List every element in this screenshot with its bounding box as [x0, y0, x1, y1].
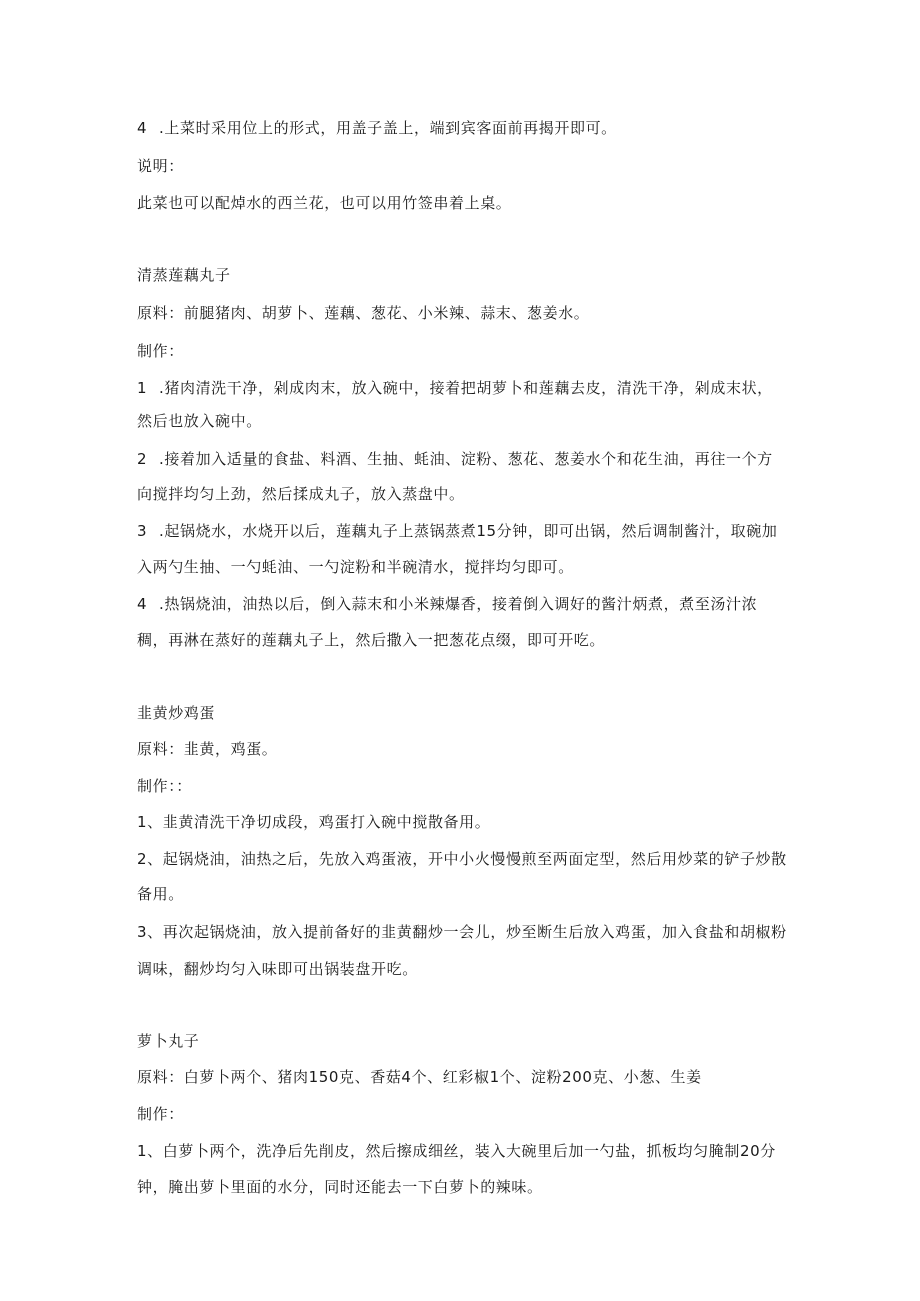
step-line	[137, 449, 773, 469]
step-continuation: 稠，再淋在蒸好的莲藕丸子上，然后撒入一把葱花点缀，即可开吃。	[137, 631, 606, 649]
step-text: .猪肉清洗干净，剁成肉末，放入碗中，接着把胡萝卜和莲藕去皮，清洗干净，剁成末状，	[159, 379, 773, 397]
ingredients-line: 原料：前腿猪肉、胡萝卜、莲藕、葱花、小米辣、蒜末、葱姜水。	[137, 304, 590, 322]
step-number: 1	[137, 379, 148, 397]
step-text: .上菜时采用位上的形式，用盖子盖上，端到宾客面前再揭开即可。	[159, 119, 617, 137]
recipe-title: 韭黄炒鸡蛋	[137, 704, 216, 722]
step-line: 3、再次起锅烧油，放入提前备好的韭黄翻炒一会儿，炒至断生后放入鸡蛋，加入食盐和胡椒粉	[137, 923, 787, 941]
step-continuation: 然后也放入碗中。	[137, 412, 262, 430]
method-label: 制作：：	[137, 777, 192, 795]
note-label: 说明：	[137, 157, 184, 175]
step-line: 2、起锅烧油，油热之后，先放入鸡蛋液，开中小火慢慢煎至两面定型，然后用炒菜的铲子炒散	[137, 850, 787, 868]
ingredients-line: 原料：白萝卜两个、猪肉150克、香菇4个、红彩椒1个、淀粉200克、小葱、生姜	[137, 1068, 702, 1086]
step-continuation: 备用。	[137, 885, 184, 903]
method-label: 制作：	[137, 1105, 184, 1123]
recipe-title: 清蒸莲藕丸子	[137, 266, 231, 284]
step-text: .起锅烧水，水烧开以后，莲藕丸子上蒸锅蒸煮15分钟，即可出锅，然后调制酱汁，取碗加	[159, 522, 778, 540]
step-continuation: 调味，翻炒均匀入味即可出锅装盘开吃。	[137, 960, 418, 978]
note-text: 此菜也可以配焯水的西兰花，也可以用竹签串着上桌。	[137, 194, 512, 212]
step-number: 3	[137, 522, 148, 540]
step-line	[137, 378, 773, 398]
recipe-title: 萝卜丸子	[137, 1032, 200, 1050]
step-line: 1、韭黄清洗干净切成段，鸡蛋打入碗中搅散备用。	[137, 813, 491, 831]
step-number: 4	[137, 119, 148, 137]
step-continuation: 向搅拌均匀上劲，然后揉成丸子，放入蒸盘中。	[137, 485, 465, 503]
step-line: 1、白萝卜两个，洗净后先削皮，然后擦成细丝，装入大碗里后加一勺盐，抓板均匀腌制20分	[137, 1142, 776, 1160]
step-text: .热锅烧油，油热以后，倒入蒜末和小米辣爆香，接着倒入调好的酱汁炳煮，煮至汤汁浓	[159, 595, 758, 613]
step-line	[137, 521, 777, 541]
step-number: 4	[137, 595, 148, 613]
step-line	[137, 118, 617, 138]
step-text: .接着加入适量的食盐、料酒、生抽、蚝油、淀粉、葱花、葱姜水个和花生油，再往一个方	[159, 450, 773, 468]
step-continuation: 入两勺生抽、一勺蚝油、一勺淀粉和半碗清水，搅拌均匀即可。	[137, 558, 574, 576]
step-number: 2	[137, 450, 148, 468]
step-continuation: 钟，腌出萝卜里面的水分，同时还能去一下白萝卜的辣味。	[137, 1178, 543, 1196]
method-label: 制作：	[137, 342, 184, 360]
step-line	[137, 594, 757, 614]
ingredients-line: 原料：韭黄，鸡蛋。	[137, 740, 278, 758]
